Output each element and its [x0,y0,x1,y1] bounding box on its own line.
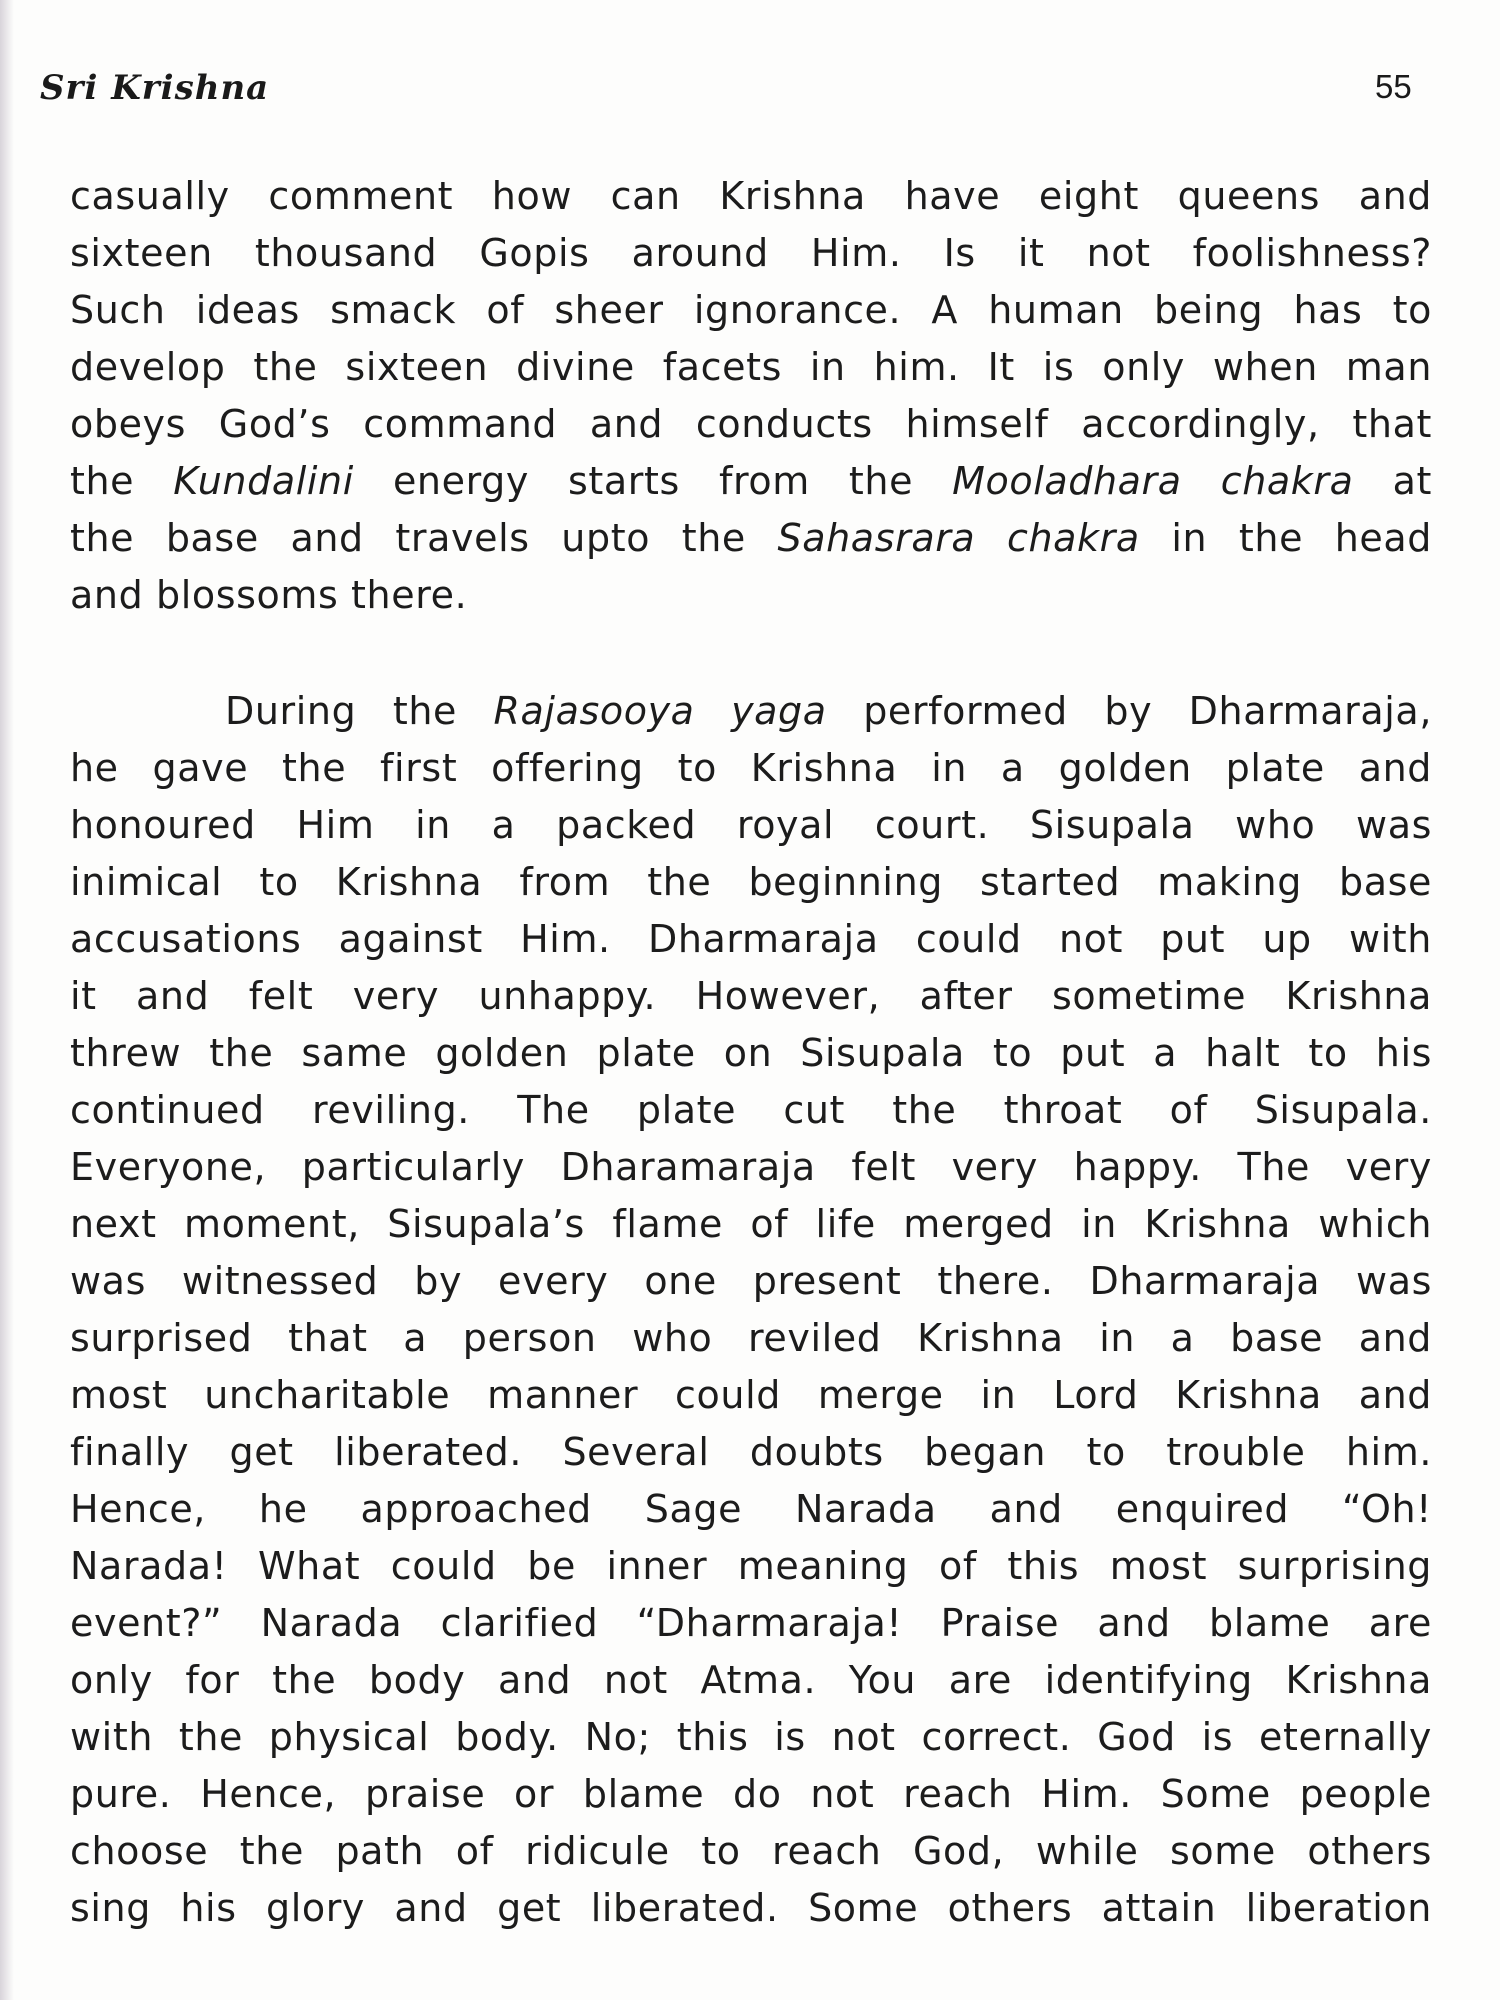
text-run: the [70,459,174,503]
paragraph-2 [70,683,1432,1937]
text-line [70,1538,1432,1595]
text-run: most uncharitable manner could merge in Lord Krishna and [70,1373,1432,1417]
text-run: it and felt very unhappy. However, after sometime Krishna [70,974,1432,1018]
text-line [70,567,1432,624]
text-line [70,225,1432,282]
text-run: sixteen thousand Gopis around Him. Is it not foolishness? [70,231,1432,275]
text-run: develop the sixteen divine facets in him. It is only when man [70,345,1432,389]
text-run: at [1353,459,1432,503]
text-run: he gave the first offering to Krishna in a golden plate and [70,746,1432,790]
text-run: and blossoms there. [70,573,468,617]
text-line [70,1139,1432,1196]
text-line [70,1367,1432,1424]
text-line [70,740,1432,797]
text-line [70,1310,1432,1367]
text-run: finally get liberated. Several doubts began to trouble him. [70,1430,1432,1474]
text-run: surprised that a person who reviled Krishna in a base and [70,1316,1432,1360]
text-run: next moment, Sisupala’s flame of life merged in Krishna which [70,1202,1432,1246]
text-run: event?” Narada clarified “Dharmaraja! Praise and blame are [70,1601,1432,1645]
text-line [70,453,1432,510]
text-line [70,1880,1432,1937]
page-number: 55 [1375,68,1412,105]
text-run: the base and travels upto the [70,516,778,560]
text-run: was witnessed by every one present there. Dharmaraja was [70,1259,1432,1303]
italic-term: Mooladhara chakra [952,459,1354,503]
text-run: Hence, he approached Sage Narada and enquired “Oh! [70,1487,1432,1531]
text-run: performed by Dharmaraja, [826,689,1432,733]
text-line [70,1595,1432,1652]
text-run: During the [225,689,494,733]
text-line [70,339,1432,396]
page-edge-shadow [0,0,14,2000]
text-run: inimical to Krishna from the beginning started making base [70,860,1432,904]
text-run: pure. Hence, praise or blame do not reach Him. Some people [70,1772,1432,1816]
text-run: Narada! What could be inner meaning of this most surprising [70,1544,1432,1588]
text-line [70,1196,1432,1253]
text-run: threw the same golden plate on Sisupala to put a halt to his [70,1031,1432,1075]
text-line [70,1025,1432,1082]
italic-term: Kundalini [173,459,354,503]
text-line [70,168,1432,225]
text-run: with the physical body. No; this is not correct. God is eternally [70,1715,1432,1759]
running-header: Sri Krishna [40,68,270,108]
text-run: Such ideas smack of sheer ignorance. A human being has to [70,288,1432,332]
text-line [70,1253,1432,1310]
paragraph-1 [70,168,1432,624]
text-run: Everyone, particularly Dharamaraja felt very happy. The very [70,1145,1432,1189]
text-line [70,1082,1432,1139]
text-run: only for the body and not Atma. You are identifying Krishna [70,1658,1432,1702]
text-line [70,968,1432,1025]
text-line [70,1652,1432,1709]
text-line [70,510,1432,567]
text-line [70,396,1432,453]
text-line [70,1481,1432,1538]
text-run: obeys God’s command and conducts himself accordingly, that [70,402,1432,446]
italic-term: Sahasrara chakra [777,516,1140,560]
text-run: accusations against Him. Dharmaraja could not put up with [70,917,1432,961]
text-line [70,683,1432,740]
text-run: honoured Him in a packed royal court. Sisupala who was [70,803,1432,847]
text-run: sing his glory and get liberated. Some others attain liberation [70,1886,1432,1930]
text-run: continued reviling. The plate cut the throat of Sisupala. [70,1088,1432,1132]
text-line [70,1709,1432,1766]
text-run: in the head [1139,516,1432,560]
text-line [70,911,1432,968]
text-line [70,1823,1432,1880]
text-line [70,854,1432,911]
text-line [70,282,1432,339]
text-run: casually comment how can Krishna have eight queens and [70,174,1432,218]
text-line [70,1424,1432,1481]
text-line [70,1766,1432,1823]
text-line [70,797,1432,854]
italic-term: Rajasooya yaga [493,689,827,733]
text-run: choose the path of ridicule to reach God, while some others [70,1829,1432,1873]
text-run: energy starts from the [353,459,953,503]
